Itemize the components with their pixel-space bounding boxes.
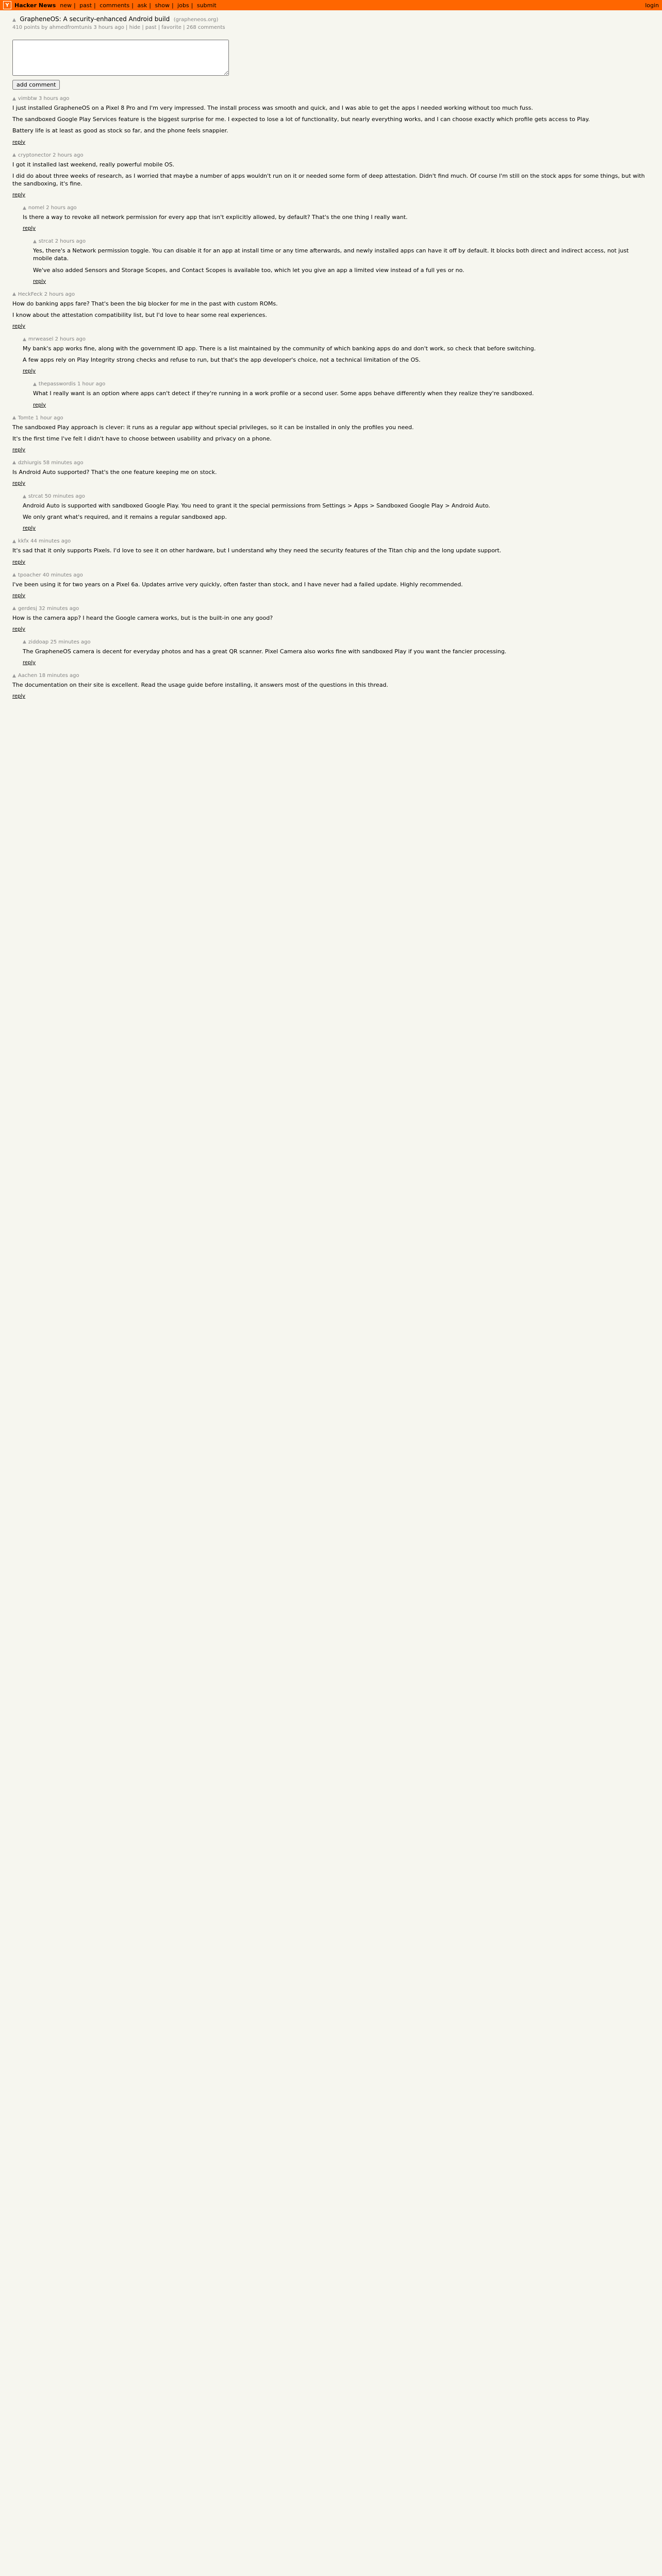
comment-body [23,648,650,666]
comment-paragraph: The GrapheneOS camera is decent for everyday photos and has a great QR scanner. Pixel Camera also works fine with sandboxed Play if you want the fancier processing. [23,648,507,655]
comment-header [12,96,650,101]
nav-separator: | [149,2,152,9]
comment-age-link[interactable]: 1 hour ago [77,381,106,387]
comment-user-link[interactable]: Aachen [18,673,38,679]
comment-paragraph: Battery life is at least as good as stock so far, and the phone feels snappier. [12,127,228,134]
nav-show[interactable]: show [155,2,170,9]
reply-link[interactable]: reply [12,324,26,330]
comment-paragraph: I got it installed last weekend, really powerful mobile OS. [12,161,175,168]
comment-header [23,205,650,211]
comment-paragraph: I did do about three weeks of research, as I worried that maybe a number of apps wouldn't run on it or needed some form of deep attestation. Didn't find much. Of course I'm still on the stock apps for some things, but with the sandboxing, it's fine. [12,172,645,187]
comment-user-link[interactable]: strcat [38,239,54,245]
comment-body [33,247,650,284]
upvote-arrow-icon[interactable]: ▲ [12,415,16,421]
nav-separator: | [191,2,193,9]
comment-age-link[interactable]: 50 minutes ago [44,494,85,500]
comment-header [33,381,650,387]
comment-body [23,502,650,531]
comment-paragraph: My bank's app works fine, along with the government ID app. There is a list maintained by the community of which banking apps do and don't work, so check that before switching. [23,345,536,352]
nav-separator: | [74,2,76,9]
reply-link[interactable]: reply [12,626,26,632]
reply-link[interactable]: reply [33,402,46,408]
comment-user-link[interactable]: tpoacher [18,572,41,578]
comment-body [12,300,650,329]
comment [12,152,650,198]
nav-separator: | [94,2,96,9]
past-link[interactable]: past [145,25,157,30]
comment-header [12,673,650,679]
comment-body [33,389,650,408]
reply-link[interactable]: reply [12,559,26,565]
comment-user-link[interactable]: vimbtw [18,96,37,101]
comment-paragraph: The sandboxed Play approach is clever: it runs as a regular app without special privileges, so it can be installed in only the profiles you need. [12,423,414,431]
comment-age-link[interactable]: 2 hours ago [46,205,77,211]
comment-age-link[interactable]: 40 minutes ago [42,572,83,578]
comment-age-link[interactable]: 58 minutes ago [43,460,84,466]
story-domain[interactable]: (grapheneos.org) [173,17,219,23]
hide-link[interactable]: hide [129,25,141,30]
comment-paragraph: Yes, there's a Network permission toggle. You can disable it for an app at install time or any time afterwards, and newly installed apps can have it off by default. It blocks both direct and indirect access, not just mobile data. [33,247,629,262]
upvote-arrow-icon[interactable]: ▲ [12,96,16,101]
comment-user-link[interactable]: ziddoap [28,639,49,645]
story-author-link[interactable]: ahmedfromtunis [49,25,92,30]
comment-body [12,614,650,632]
comment [12,606,650,632]
comment-header [23,336,650,342]
upvote-arrow-icon[interactable]: ▲ [12,673,16,679]
upvote-arrow-icon[interactable]: ▲ [12,292,16,297]
comment-age-link[interactable]: 2 hours ago [55,239,86,245]
comment-body [12,104,650,145]
comment-age-link[interactable]: 2 hours ago [44,291,75,297]
nav-new[interactable]: new [60,2,72,9]
reply-link[interactable]: reply [12,139,26,145]
comment-body [12,161,650,198]
nav-past[interactable]: past [79,2,92,9]
comment-body [12,547,650,565]
reply-link[interactable]: reply [12,693,26,700]
nav-separator: | [131,2,134,9]
upvote-arrow-icon[interactable]: ▲ [12,460,16,466]
comment-paragraph: We've also added Sensors and Storage Scopes, and Contact Scopes is available too, which let you give an app a limited view instead of a full yes or no. [33,266,465,274]
comment-paragraph: We only grant what's required, and it remains a regular sandboxed app. [23,514,227,521]
reply-link[interactable]: reply [12,192,26,198]
story [0,10,662,33]
nav-submit[interactable]: submit [196,2,217,9]
comment-age-link[interactable]: 25 minutes ago [50,639,91,645]
reply-link[interactable]: reply [23,368,36,375]
comment-age-link[interactable]: 1 hour ago [35,415,63,421]
upvote-arrow-icon[interactable]: ▲ [12,606,16,612]
story-title-row [12,15,650,23]
story-meta: 410 points by ahmedfromtunis 3 hours ago | hide | past | favorite | 268 comments [12,25,225,30]
comment-header [12,152,650,158]
site-name[interactable]: Hacker News [14,2,56,9]
comment-body [12,423,650,453]
nav-ask[interactable]: ask [137,2,147,9]
comment-paragraph: How do banking apps fare? That's been the big blocker for me in the past with custom ROMs. [12,300,278,307]
comment-age-link[interactable]: 2 hours ago [53,152,84,158]
comment-paragraph: A few apps rely on Play Integrity strong checks and refuse to run, but that's the app developer's choice, not a technical limitation of the OS. [23,357,421,364]
comment-user-link[interactable]: dzhiurgis [18,460,42,466]
add-comment-button[interactable]: add comment [12,80,60,90]
comment-user-link[interactable]: gerdesj [18,605,37,612]
comment-paragraph: Is Android Auto supported? That's the one feature keeping me on stock. [12,468,217,476]
comment-header [23,494,650,499]
main-nav [60,2,216,9]
upvote-arrow-icon[interactable]: ▲ [23,205,26,211]
comment [23,494,650,531]
comment-paragraph: It's the first time I've felt I didn't have to choose between usability and privacy on a phone. [12,435,272,442]
favorite-link[interactable]: favorite [161,25,181,30]
comment-header [12,292,650,297]
comment-paragraph: How is the camera app? I heard the Google camera works, but is the built-in one any good? [12,614,273,621]
login-link[interactable]: login [645,2,659,9]
comment-user-link[interactable]: HeckFeck [18,291,43,297]
upvote-arrow-icon[interactable]: ▲ [33,381,37,387]
comment-user-link[interactable]: mrweasel [28,336,54,343]
comment-paragraph: I've been using it for two years on a Pixel 6a. Updates arrive very quickly, often faster than stock, and I have never had a failed update. Highly recommended. [12,581,463,588]
top-bar [0,0,662,10]
upvote-arrow-icon[interactable]: ▲ [12,152,16,158]
upvote-arrow-icon[interactable]: ▲ [33,239,37,244]
story-by-label: by [41,25,48,30]
comment-paragraph: What I really want is an option where apps can't detect if they're running in a work profile or a second user. Some apps behave differently when they realize they're sandboxed. [33,390,534,397]
comment-header [33,239,650,244]
comment-age-link[interactable]: 44 minutes ago [30,538,71,545]
reply-link[interactable]: reply [23,526,36,532]
story-age-link[interactable]: 3 hours ago [93,25,124,30]
nav-separator: | [171,2,174,9]
comment-textarea[interactable] [12,40,229,76]
upvote-arrow-icon[interactable]: ▲ [12,18,16,23]
comment-body [12,681,650,699]
comment-header [12,606,650,612]
comment-user-link[interactable]: cryptonector [18,152,51,158]
comment-header [12,460,650,466]
reply-link[interactable]: reply [23,660,36,666]
comment-paragraph: I just installed GrapheneOS on a Pixel 8 Pro and I'm very impressed. The install process was smooth and quick, and I was able to get the apps I needed working without too much fuss. [12,105,533,111]
reply-link[interactable]: reply [23,226,36,232]
comments-count-link[interactable]: 268 comments [186,25,225,30]
comment [23,205,650,231]
comment [12,460,650,486]
reply-link[interactable]: reply [12,481,26,487]
comment-paragraph: Android Auto is supported with sandboxed Google Play. You need to grant it the special permissions from Settings > Apps > Sandboxed Google Play > Android Auto. [23,502,490,510]
comment-body [23,213,650,231]
nav-comments[interactable]: comments [100,2,130,9]
comment-paragraph: The documentation on their site is excellent. Read the usage guide before installing, it answers most of the questions in this thread. [12,682,388,689]
comment-user-link[interactable]: Tomte [18,415,34,421]
comment [23,336,650,374]
comment [12,292,650,329]
comment-body [12,468,650,486]
comment-age-link[interactable]: 3 hours ago [39,96,70,101]
upvote-arrow-icon[interactable]: ▲ [12,572,16,578]
comment-header [12,538,650,544]
comment [12,415,650,453]
comment [23,639,650,666]
comment-paragraph: Is there a way to revoke all network permission for every app that isn't explicitly allowed, by default? That's the one thing I really want. [23,214,408,221]
comment [12,673,650,699]
upvote-arrow-icon[interactable]: ▲ [23,639,26,645]
upvote-arrow-icon[interactable]: ▲ [23,494,26,499]
reply-link[interactable]: reply [33,278,46,284]
comment [12,538,650,565]
comment [33,239,650,284]
comment [33,381,650,408]
comment [12,96,650,145]
comment-body [12,581,650,599]
nav-jobs[interactable]: jobs [177,2,189,9]
upvote-arrow-icon[interactable]: ▲ [12,538,16,544]
comment-body [23,345,650,374]
comment-header [12,572,650,578]
comment-paragraph: It's sad that it only supports Pixels. I'd love to see it on other hardware, but I understand why they need the security features of the Titan chip and the long update support. [12,547,502,554]
comment-paragraph: The sandboxed Google Play Services feature is the biggest surprise for me. I expected to lose a lot of functionality, but nearly everything works, and I can choose exactly which profile gets access to Play. [12,116,590,123]
comment-age-link[interactable]: 32 minutes ago [39,605,79,612]
comment-age-link[interactable]: 18 minutes ago [39,673,79,679]
comment-user-link[interactable]: nomel [28,205,45,211]
story-points: 410 points [12,25,40,30]
comment-paragraph: I know about the attestation compatibility list, but I'd love to hear some real experiences. [12,311,267,318]
story-title-link[interactable]: GrapheneOS: A security-enhanced Android build [20,15,170,23]
comment-header [23,639,650,645]
comment-user-link[interactable]: kkfx [18,538,29,545]
upvote-arrow-icon[interactable]: ▲ [23,336,26,342]
y-logo-icon[interactable]: Y [3,1,11,9]
comment-header [12,415,650,421]
comment-user-link[interactable]: thepasswordis [38,381,76,387]
comment-thread [0,96,662,699]
reply-link[interactable]: reply [12,592,26,599]
comment [12,572,650,599]
comment-user-link[interactable]: strcat [28,494,43,500]
comment-age-link[interactable]: 2 hours ago [55,336,86,343]
reply-link[interactable]: reply [12,447,26,453]
